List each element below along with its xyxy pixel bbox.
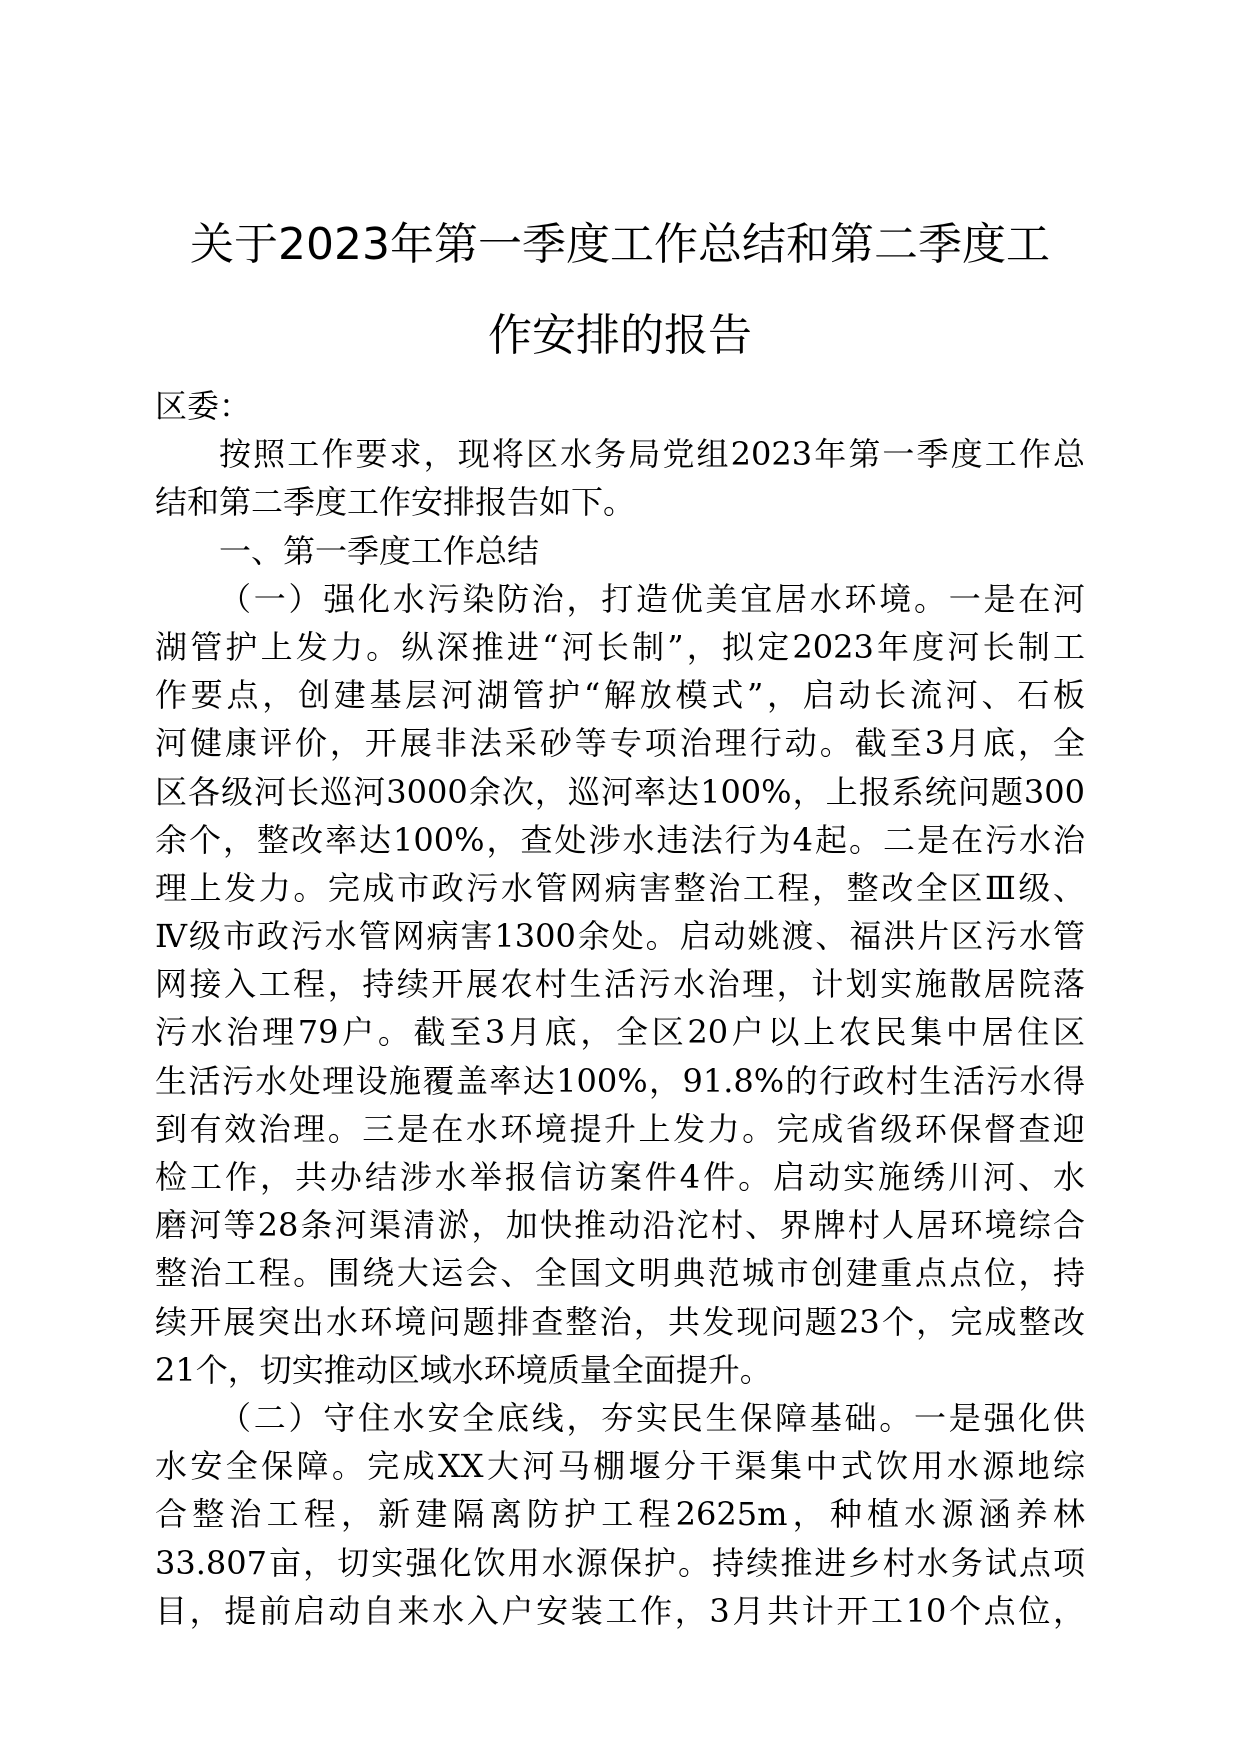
body-line: 整治工程。围绕大运会、全国文明典范城市创建重点点位，持 — [155, 1254, 1085, 1293]
body-line: 33.807亩，切实强化饮用水源保护。持续推进乡村水务试点项 — [155, 1543, 1085, 1582]
section-heading: 一、第一季度工作总结 — [219, 531, 540, 570]
document-title-line-1: 关于2023年第一季度工作总结和第二季度工 — [190, 219, 1050, 270]
body-line: （二）守住水安全底线，夯实民生保障基础。一是强化供 — [219, 1398, 1085, 1437]
body-line: 合整治工程，新建隔离防护工程2625m，种植水源涵养林 — [155, 1495, 1085, 1534]
body-line: 按照工作要求，现将区水务局党组2023年第一季度工作总 — [219, 435, 1085, 474]
body-line: 生活污水处理设施覆盖率达100%，91.8%的行政村生活污水得 — [155, 1061, 1085, 1100]
body-line: 21个，切实推动区域水环境质量全面提升。 — [155, 1350, 772, 1389]
body-line: 水安全保障。完成XX大河马棚堰分干渠集中式饮用水源地综 — [155, 1447, 1085, 1486]
body-line: 目，提前启动自来水入户安装工作，3月共计开工10个点位， — [155, 1591, 1085, 1630]
body-line: 余个，整改率达100%，查处涉水违法行为4起。二是在污水治 — [155, 820, 1085, 859]
body-line: 检工作，共办结涉水举报信访案件4件。启动实施绣川河、水 — [155, 1158, 1085, 1196]
body-line: 湖管护上发力。纵深推进“河长制”，拟定2023年度河长制工 — [155, 627, 1085, 666]
body-line: Ⅳ级市政污水管网病害1300余处。启动姚渡、福洪片区污水管 — [155, 917, 1085, 956]
body-line: （一）强化水污染防治，打造优美宜居水环境。一是在河 — [219, 579, 1085, 618]
body-line: 污水治理79户。截至3月底，全区20户以上农民集中居住区 — [155, 1013, 1085, 1052]
body-line: 网接入工程，持续开展农村生活污水治理，计划实施散居院落 — [155, 965, 1085, 1004]
document-body — [155, 382, 1085, 1635]
body-line: 区各级河长巡河3000余次，巡河率达100%，上报系统问题300 — [155, 772, 1085, 811]
body-line: 到有效治理。三是在水环境提升上发力。完成省级环保督查迎 — [155, 1109, 1085, 1148]
body-line: 结和第二季度工作安排报告如下。 — [155, 483, 636, 522]
body-line: 河健康评价，开展非法采砂等专项治理行动。截至3月底，全 — [155, 724, 1085, 763]
body-line: 理上发力。完成市政污水管网病害整治工程，整改全区Ⅲ级、 — [155, 868, 1085, 907]
body-line: 磨河等28条河渠清淤，加快推动沿沱村、界牌村人居环境综合 — [155, 1206, 1085, 1245]
body-line: 作要点，创建基层河湖管护“解放模式”，启动长流河、石板 — [155, 676, 1085, 715]
document-title-line-2: 作安排的报告 — [488, 310, 752, 361]
body-line: 续开展突出水环境问题排查整治，共发现问题23个，完成整改 — [155, 1302, 1085, 1341]
salutation: 区委： — [155, 387, 252, 425]
